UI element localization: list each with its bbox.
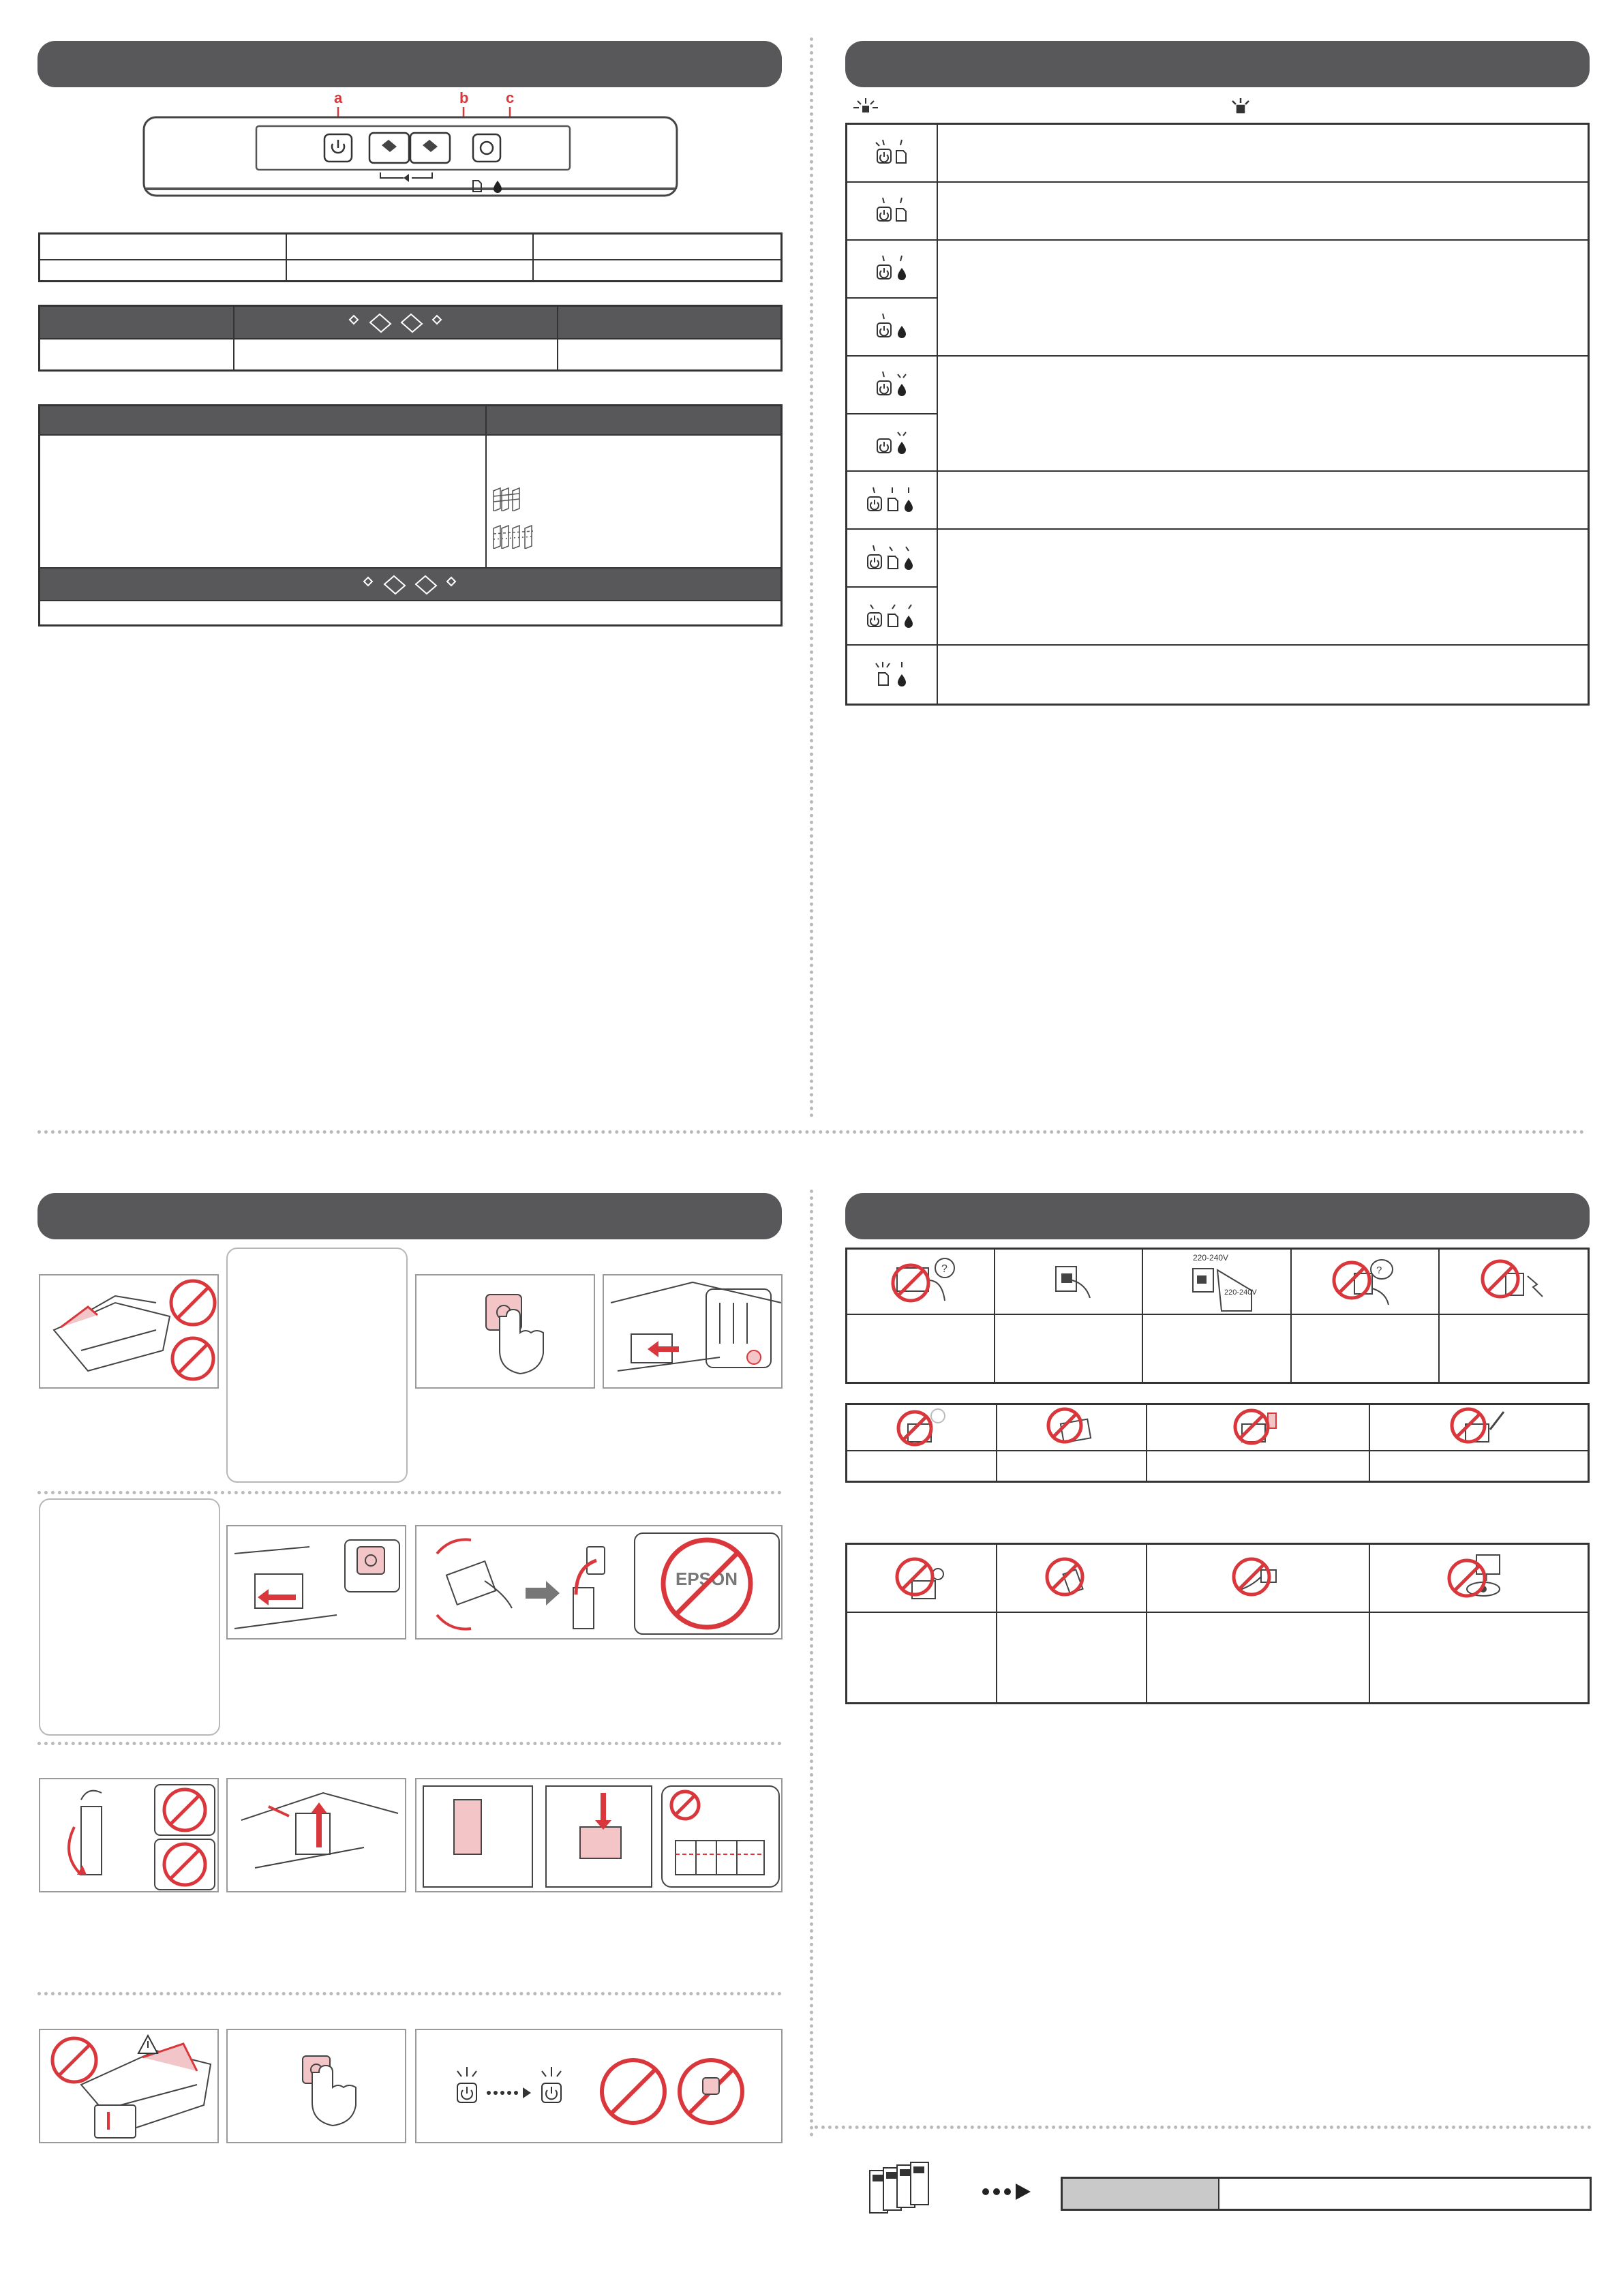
safety-icon-no-damaged-cord [847,1250,995,1315]
status-icon-power-ink-flashing [847,414,938,472]
svg-text:?: ? [1376,1265,1382,1276]
voltage-label-2: 220-240V [1224,1288,1257,1297]
vertical-divider-bottom [810,1190,813,2137]
table-cell [40,235,287,260]
table-header-cell-copy-icons [234,307,558,339]
safety-table-1 [845,1248,1590,1384]
table-cell [287,235,534,260]
status-icon-all-lights [847,530,938,588]
safety-icon-no-sunlight [847,1405,997,1451]
table-header-cell [558,307,780,339]
voltage-label: 220-240V [1192,1253,1229,1263]
table-cell [40,339,234,369]
brand-text: EPSON [676,1569,738,1589]
status-description [938,183,1588,241]
safety-table-2 [845,1403,1590,1483]
light-flashing-icon [852,97,879,116]
status-icon-power-ink-flashing [847,357,938,414]
light-on-icon [1227,97,1254,116]
note-box-1 [226,1248,408,1483]
table-cell [40,260,287,280]
safety-text [1440,1315,1588,1382]
section-header-lights [845,41,1590,87]
step-divider [37,1491,782,1494]
nozzle-pattern-cell [487,436,780,569]
safety-icon-no-tilt [997,1405,1147,1451]
legend-flashing [852,97,879,119]
status-icon-power-ink [847,241,938,299]
safety-text [1147,1613,1370,1702]
table-cell [234,339,558,369]
control-panel-diagram [142,85,680,201]
ink-codes-table [1061,2177,1592,2211]
safety-table-3 [845,1543,1590,1704]
table-cell [558,339,780,369]
status-icon-power-paper [847,125,938,183]
illustration-press-ink-button [415,1274,595,1389]
table-cell [287,260,534,280]
status-description [938,472,1588,530]
section-header-safety [845,1193,1590,1239]
safety-icon-keep-from-children [847,1545,997,1613]
arrow-dots-icon [980,2181,1042,2202]
illustration-insert-cartridge [226,1778,406,1892]
horizontal-divider-middle [37,1130,1585,1134]
illustration-open-scanner-unit [39,1274,219,1389]
safety-text [1370,1613,1588,1702]
table-header-cell [40,307,234,339]
table-cell [534,235,780,260]
illustration-power-light-sequence [415,2029,783,2143]
safety-text [1292,1315,1440,1382]
safety-text [997,1451,1147,1481]
svg-text:?: ? [941,1263,947,1275]
status-icon-power-ink [847,299,938,357]
illustration-move-cartridge-holder [603,1274,783,1389]
safety-icon-match-voltage [1292,1250,1440,1315]
illustration-shake-and-unpack [415,1525,783,1640]
safety-icon-no-objects-inside [1370,1405,1588,1451]
status-icon-paper-ink [847,646,938,704]
copy-buttons-table [38,305,783,372]
status-icon-all-lights [847,588,938,646]
vertical-divider-top [810,37,813,1118]
status-icon-power-paper [847,183,938,241]
safety-icon-no-aerosol [1147,1405,1370,1451]
section-header-control-panel [37,41,782,87]
illustration-remove-tape [39,1778,219,1892]
light-status-table [845,123,1590,706]
horizontal-divider-bottom-right [815,2126,1592,2129]
button-function-table [38,232,783,282]
ink-codes-value [1219,2179,1590,2209]
table-cell [534,260,780,280]
safety-text [847,1315,995,1382]
safety-text [1370,1451,1588,1481]
table-header-cell [487,406,780,436]
status-description [938,357,1588,472]
nozzle-pattern-bad-icon [492,524,553,549]
safety-icon-no-eye-contact [1370,1545,1588,1613]
illustration-close-scanner-unit [39,2029,219,2143]
status-description [938,125,1588,183]
safety-text [847,1451,997,1481]
safety-icon-no-shake-cartridge [997,1545,1147,1613]
status-icon-all-lights [847,472,938,530]
nozzle-check-table [38,404,783,626]
note-box-2 [39,1498,220,1736]
nozzle-pattern-good-icon [492,487,540,511]
callout-b: b [459,89,469,106]
safety-icon-no-touch-chip [1147,1545,1370,1613]
safety-text [1147,1451,1370,1481]
ink-cartridges-icon [866,2160,947,2220]
section-header-ink-replacement [37,1193,782,1239]
ink-codes-header [1063,2179,1219,2209]
callout-a: a [334,89,343,106]
status-description [938,646,1588,704]
table-header-cell [40,406,487,436]
status-description [938,530,1588,646]
table-cell [40,436,487,569]
safety-icon-no-unplug-wet [1440,1250,1588,1315]
status-description [938,241,1588,357]
safety-text [997,1613,1147,1702]
safety-text [847,1613,997,1702]
illustration-press-ink-button-again [226,1525,406,1640]
callout-c: c [506,89,515,106]
step-divider [37,1742,782,1745]
illustration-press-ink-button-finish [226,2029,406,2143]
safety-icon-unplug-by-plug [995,1250,1143,1315]
table-subheader-copy-icons [40,569,780,601]
legend-on [1227,97,1254,119]
safety-icon-voltage [1143,1250,1291,1315]
illustration-press-cartridge-into-place [415,1778,783,1892]
safety-text [995,1315,1143,1382]
step-divider [37,1992,782,1995]
table-cell [40,601,780,624]
safety-text [1143,1315,1291,1382]
